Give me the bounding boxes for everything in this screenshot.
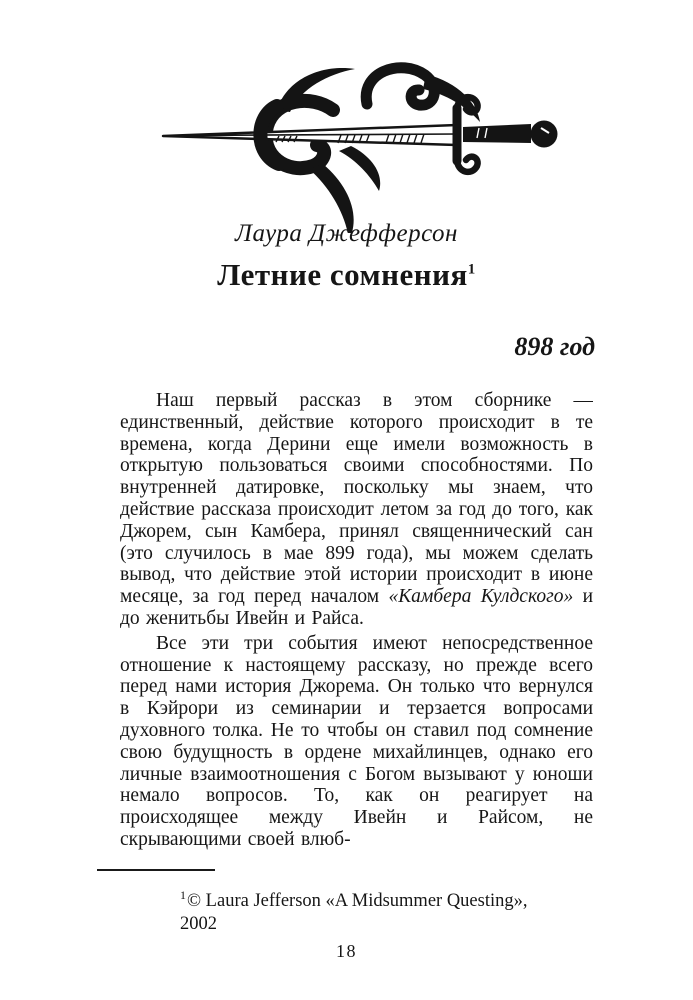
- footnote: [180, 887, 565, 935]
- sword-with-smoke-flourish-icon: [127, 58, 567, 233]
- author-name: Лаура Джефферсон: [235, 220, 458, 247]
- story-title: [0, 257, 693, 293]
- title-footnote-marker: 1: [467, 261, 476, 278]
- footnote-text: © Laura Jefferson «A Midsummer Questing», 2002: [180, 891, 528, 934]
- chapter-head-illustration: [0, 58, 693, 238]
- story-title-text: Летние сомнения: [217, 257, 468, 292]
- book-title-reference: «Камбера Кулдского»: [388, 586, 574, 608]
- page-number: 18: [336, 941, 357, 961]
- body-text: [120, 390, 593, 862]
- paragraph-1-text: Наш первый рассказ в этом сборнике — единственный, действие которого происходит в те времена, когда Дерини еще имели возможность в открытую пользоваться своими способностями. По внутренней датировке, поскольку мы знаем, что действие рассказа происходит летом за год до того, как Джорем, сын Камбера, принял священнический сан (это случилось в мае 899 года), мы можем сделать вывод, что действие этой истории происходит в июне месяце, за год перед началом: [120, 390, 593, 608]
- footnote-separator: [97, 869, 215, 871]
- dateline-year: 898 год: [514, 332, 595, 361]
- paragraph-2: Все эти три события имеют непосредственное отношение к настоящему рассказу, но прежде всего перед нами история Джорема. Он только что вернулся в Кэйрори из семинарии и терзается вопросами духовного толка. Не то чтобы он ставил под сомнение свою будущность в ордене михайлинцев, однако его личные взаимоотношения с Богом вызывают у юноши немало вопросов. То, как он реагирует на происходящее между Ивейн и Райсом, не скрывающими своей влюб-: [120, 632, 593, 850]
- paragraph-1: [120, 390, 593, 630]
- footnote-marker: 1: [180, 887, 186, 902]
- paragraph-1-text-end: и до женитьбы Ивейн и Райса.: [120, 586, 593, 629]
